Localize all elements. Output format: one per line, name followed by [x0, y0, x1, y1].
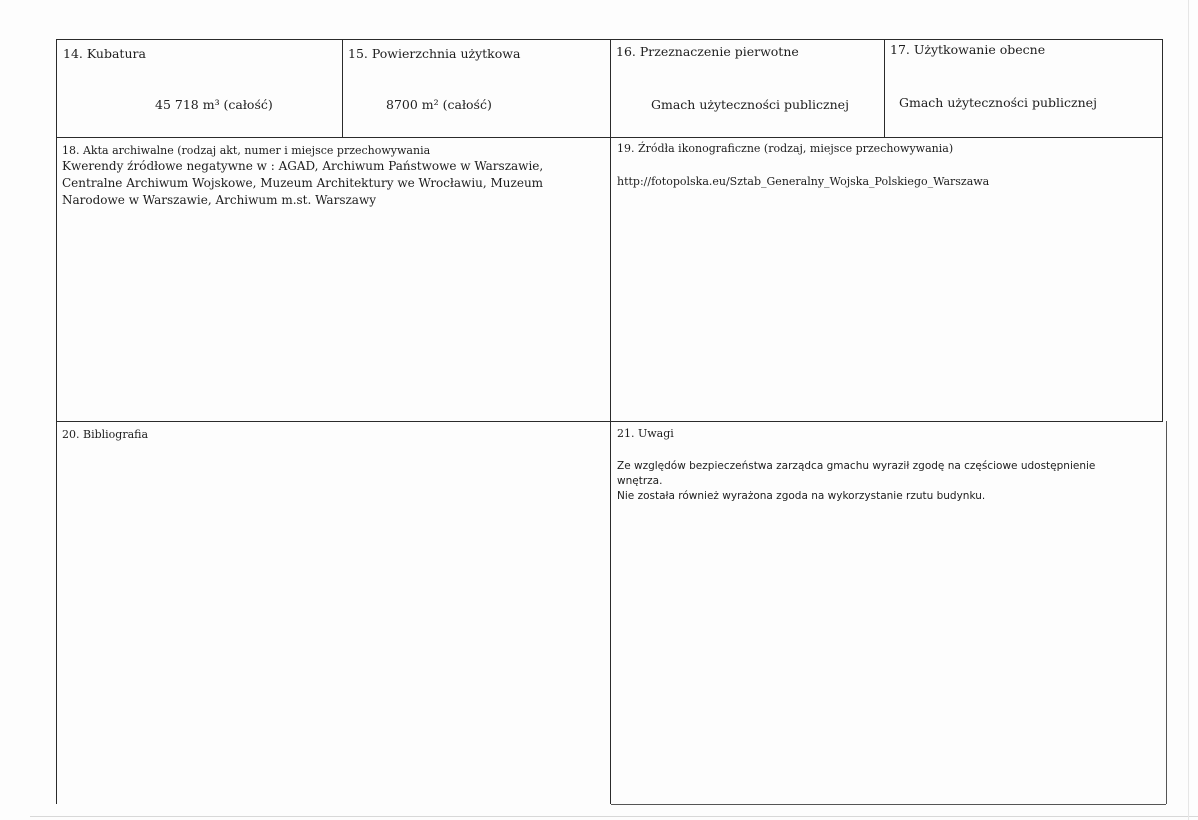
- akta-text: [62, 158, 607, 209]
- akta-label: 18. Akta archiwalne (rodzaj akt, numer i miejsce przechowywania: [62, 144, 431, 157]
- zrodla-link[interactable]: http://fotopolska.eu/Sztab_Generalny_Wojska_Polskiego_Warszawa: [617, 175, 990, 188]
- powierzchnia-value: 8700 m² (całość): [386, 97, 492, 112]
- zrodla-label: 19. Źródła ikonograficzne (rodzaj, miejsce przechowywania): [617, 142, 954, 155]
- akta-line: Kwerendy źródłowe negatywne w : AGAD, Archiwum Państwowe w Warszawie,: [62, 159, 544, 173]
- uwagi-line: wnętrza.: [617, 475, 663, 487]
- grid-line-col-a: [342, 39, 343, 137]
- bibliografia-label: 20. Bibliografia: [62, 428, 149, 441]
- uzytkowanie-label: 17. Użytkowanie obecne: [890, 42, 1046, 57]
- scan-edge-right: [1188, 0, 1189, 820]
- uzytkowanie-value: Gmach użyteczności publicznej: [899, 95, 1097, 110]
- kubatura-value: 45 718 m³ (całość): [155, 97, 273, 112]
- grid-line-right-lower: [1166, 421, 1167, 804]
- grid-line-col-b: [884, 39, 885, 137]
- uwagi-text: [617, 459, 1157, 504]
- uwagi-label: 21. Uwagi: [617, 427, 674, 440]
- grid-line-bottom: [611, 804, 1166, 805]
- kubatura-label: 14. Kubatura: [63, 46, 146, 61]
- przeznaczenie-value: Gmach użyteczności publicznej: [651, 97, 849, 112]
- akta-line: Centralne Archiwum Wojskowe, Muzeum Architektury we Wrocławiu, Muzeum: [62, 176, 544, 190]
- akta-line: Narodowe w Warszawie, Archiwum m.st. Warszawy: [62, 193, 377, 207]
- przeznaczenie-label: 16. Przeznaczenie pierwotne: [616, 44, 799, 59]
- grid-line-right: [1162, 39, 1163, 421]
- uwagi-line: Ze względów bezpieczeństwa zarządca gmachu wyraził zgodę na częściowe udostępnienie: [617, 460, 1096, 472]
- grid-line-center: [610, 39, 611, 804]
- grid-line-left: [56, 39, 57, 804]
- scan-edge-bottom: [30, 816, 1198, 817]
- powierzchnia-label: 15. Powierzchnia użytkowa: [348, 46, 521, 61]
- uwagi-line: Nie została również wyrażona zgoda na wykorzystanie rzutu budynku.: [617, 490, 986, 502]
